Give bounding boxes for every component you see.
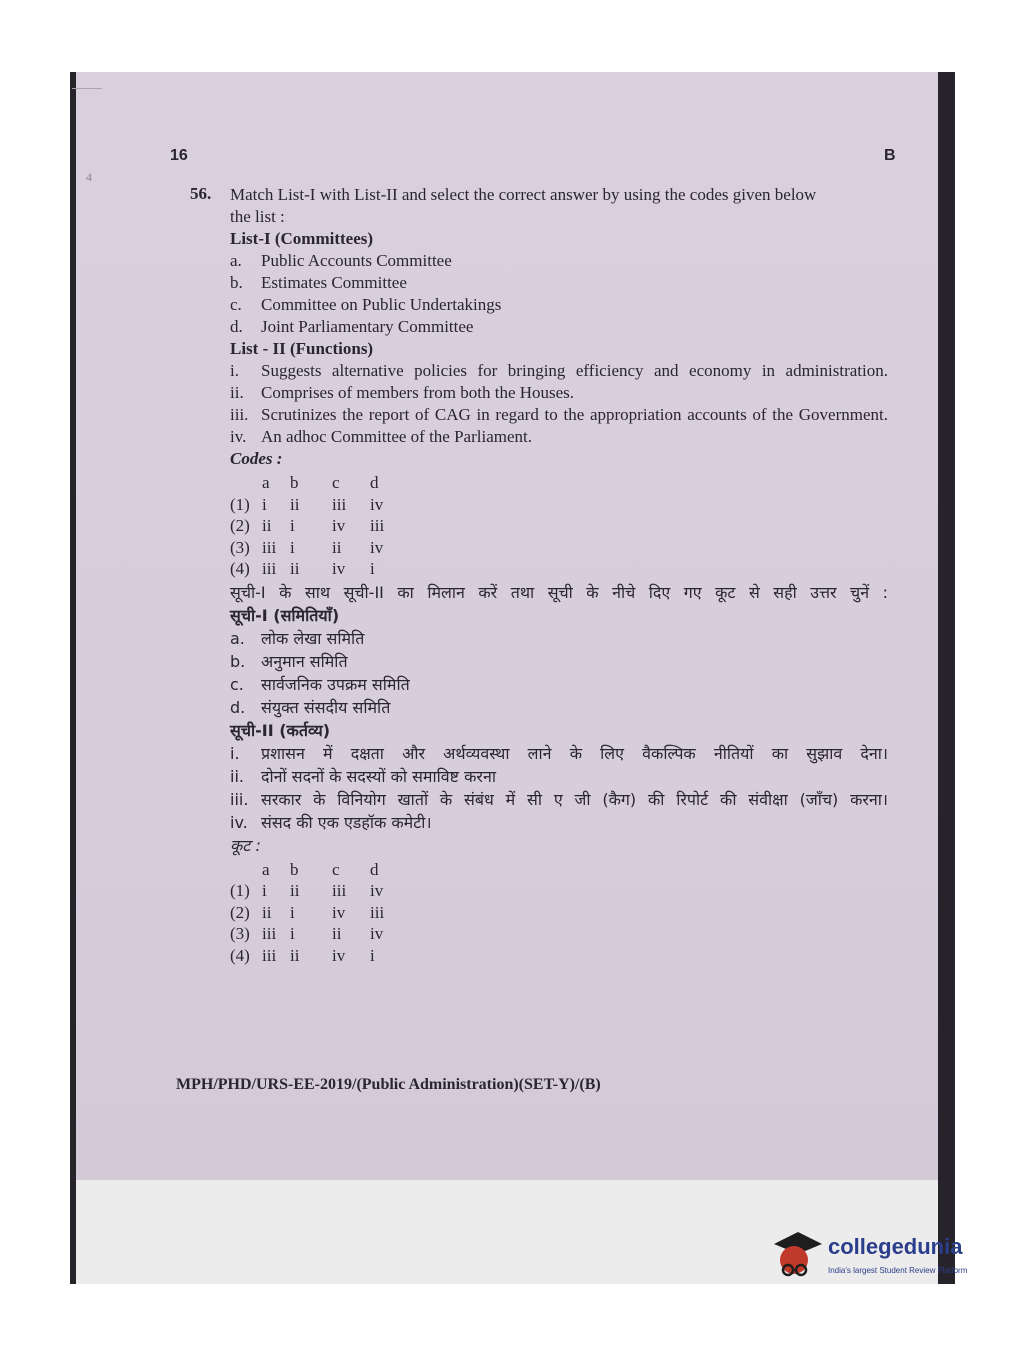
committee-item [230,294,888,316]
code-en-cell: i [370,559,375,578]
committee-label: b. [230,273,243,292]
question-number: 56. [190,184,212,203]
function-item [230,426,888,448]
code-en-option-row [230,494,888,516]
code-en-cell: iv [332,559,346,578]
committee-item [230,316,888,338]
code-hi-cell: iii [262,924,277,943]
function-item [230,360,888,382]
set-label: B [884,147,896,164]
function-hi-item [230,742,888,765]
collegedunia-watermark [770,1226,1000,1296]
code-en-cell: ii [332,537,342,557]
code-en-cell: ii [262,516,272,535]
paper-footer-code: MPH/PHD/URS-EE-2019/(Public Administration)(SET-Y)/(B) [176,1076,601,1093]
code-en-option-row [230,537,888,559]
committee-hi-item [230,673,888,696]
code-en-cell: iii [332,494,347,514]
code-hi-cell: a [262,859,270,879]
list1-heading-hi: सूची-I (समितियाँ) [230,605,340,625]
function-hi-label: iii. [230,789,249,809]
committee-hi-item [230,650,888,673]
code-en-cell: (4) [230,559,250,578]
mascot-logo-icon [770,1226,824,1286]
function-hi-label: i. [230,743,240,763]
committee-label: c. [230,295,242,314]
committee-hi-label: a. [230,628,245,648]
question-intro-hi: सूची-I के साथ सूची-II का मिलान करें तथा सूची के नीचे दिए गए कूट से सही उत्तर चुनें : [230,582,888,602]
committee-hi-text: सार्वजनिक उपक्रम समिति [261,674,410,694]
code-en-cell: i [290,537,295,557]
list2-en [230,360,888,448]
function-item [230,404,888,426]
committee-item [230,272,888,294]
code-en-cell: ii [290,559,300,578]
code-hi-cell: b [290,859,299,879]
page-number: 16 [170,147,188,164]
code-hi-cell: (3) [230,924,250,943]
committee-item [230,250,888,272]
hindi-section [230,582,888,857]
function-label: iii. [230,405,249,424]
code-en-cell: iv [370,537,384,557]
code-en-cell: iii [370,516,385,535]
code-hi-cell [230,859,262,881]
margin-mark: 4 [86,170,92,184]
code-hi-option-row [230,880,888,902]
list2-hi [230,742,888,834]
brand-tagline: India's largest Student Review Platform [828,1266,968,1275]
code-hi-cell: d [370,859,379,879]
codes-table-hi [230,859,888,967]
code-hi-header-row [230,859,888,881]
committee-text: Estimates Committee [261,273,407,292]
code-hi-cell: iii [262,945,277,965]
list2-heading-hi: सूची-II (कर्तव्य) [230,720,331,740]
code-en-cell: i [262,494,267,514]
committee-hi-item [230,696,888,719]
function-label: i. [230,361,239,380]
list1-en [230,250,888,338]
intro-en-line-2: the list : [230,207,285,226]
function-text: Suggests alternative policies for bringing efficiency and economy in administration. [261,361,888,380]
code-en-cell: iii [262,559,277,578]
function-item [230,382,888,404]
code-hi-cell: iii [370,902,385,922]
function-hi-label: iv. [230,812,248,832]
codes-heading-hi: कूट : [230,835,261,855]
code-hi-cell: (1) [230,881,250,900]
code-hi-cell: i [290,924,295,943]
code-hi-cell: ii [290,945,300,965]
code-en-option-row [230,515,888,537]
code-hi-cell: i [370,945,375,965]
committee-hi-text: लोक लेखा समिति [261,628,365,648]
code-en-cell: i [290,516,295,535]
code-en-cell: (2) [230,516,250,535]
code-hi-option-row [230,945,888,967]
code-hi-cell: i [262,881,267,900]
code-en-header-row [230,472,888,494]
question-body [230,184,888,968]
code-hi-cell: ii [290,881,300,900]
code-en-cell: c [332,473,340,492]
committee-text: Joint Parliamentary Committee [261,317,474,336]
committee-hi-label: b. [230,651,246,671]
question-intro-en [230,184,888,206]
function-hi-text: सरकार के विनियोग खातों के संबंध में सी ए जी (कैग) की रिपोर्ट की संवीक्षा (जाँच) करना। [261,789,888,809]
code-hi-cell: iii [332,881,347,900]
committee-label: d. [230,317,243,336]
list1-hi [230,627,888,719]
code-hi-option-row [230,902,888,924]
committee-hi-text: संयुक्त संसदीय समिति [261,697,391,717]
code-en-cell: a [262,473,270,492]
committee-hi-label: d. [230,697,246,717]
committee-hi-label: c. [230,674,244,694]
function-label: ii. [230,383,244,402]
brand-name: collegedunia [828,1234,963,1259]
list2-heading-en: List - II (Functions) [230,339,374,358]
code-hi-option-row [230,923,888,945]
function-hi-text: दोनों सदनों के सदस्यों को समाविष्ट करना [261,766,496,786]
committee-text: Public Accounts Committee [261,251,452,270]
code-en-cell: b [290,473,299,492]
function-hi-item [230,788,888,811]
code-hi-cell: ii [332,924,342,943]
list1-heading-en: List-I (Committees) [230,229,374,248]
code-en-cell: ii [290,494,300,514]
code-en-cell: d [370,473,379,492]
committee-hi-item [230,627,888,650]
function-text: Comprises of members from both the Houses. [261,383,575,402]
code-hi-cell: i [290,902,295,922]
function-hi-text: संसद की एक एडहॉक कमेटी। [261,812,432,832]
code-en-cell: iv [332,516,346,535]
code-hi-cell: iv [370,881,384,900]
function-text: An adhoc Committee of the Parliament. [261,427,532,446]
code-en-cell: (1) [230,494,250,514]
committee-text: Committee on Public Undertakings [261,295,502,314]
codes-table-en [230,472,888,580]
code-en-cell: (3) [230,537,250,557]
code-hi-cell: iv [332,945,346,965]
function-text: Scrutinizes the report of CAG in regard to the appropriation accounts of the Government. [261,405,888,424]
code-hi-cell: (2) [230,902,250,922]
edge-mark [72,88,102,89]
code-hi-cell: c [332,859,340,879]
code-hi-cell: ii [262,902,272,922]
code-en-cell: iii [262,537,277,557]
code-en-option-row [230,558,888,580]
function-label: iv. [230,427,247,446]
code-en-cell: iv [370,494,384,514]
function-hi-item [230,765,888,788]
intro-en-line-1: Match List-I with List-II and select the correct answer by using the codes given below [230,185,817,204]
codes-heading-en: Codes : [230,449,283,468]
code-hi-cell: (4) [230,945,250,965]
code-hi-cell: iv [332,902,346,922]
function-hi-item [230,811,888,834]
code-en-cell [230,472,262,494]
code-hi-cell: iv [370,924,384,943]
function-hi-label: ii. [230,766,244,786]
function-hi-text: प्रशासन में दक्षता और अर्थव्यवस्था लाने के लिए वैकल्पिक नीतियों का सुझाव देना। [261,743,888,763]
committee-label: a. [230,251,242,270]
committee-hi-text: अनुमान समिति [261,651,348,671]
